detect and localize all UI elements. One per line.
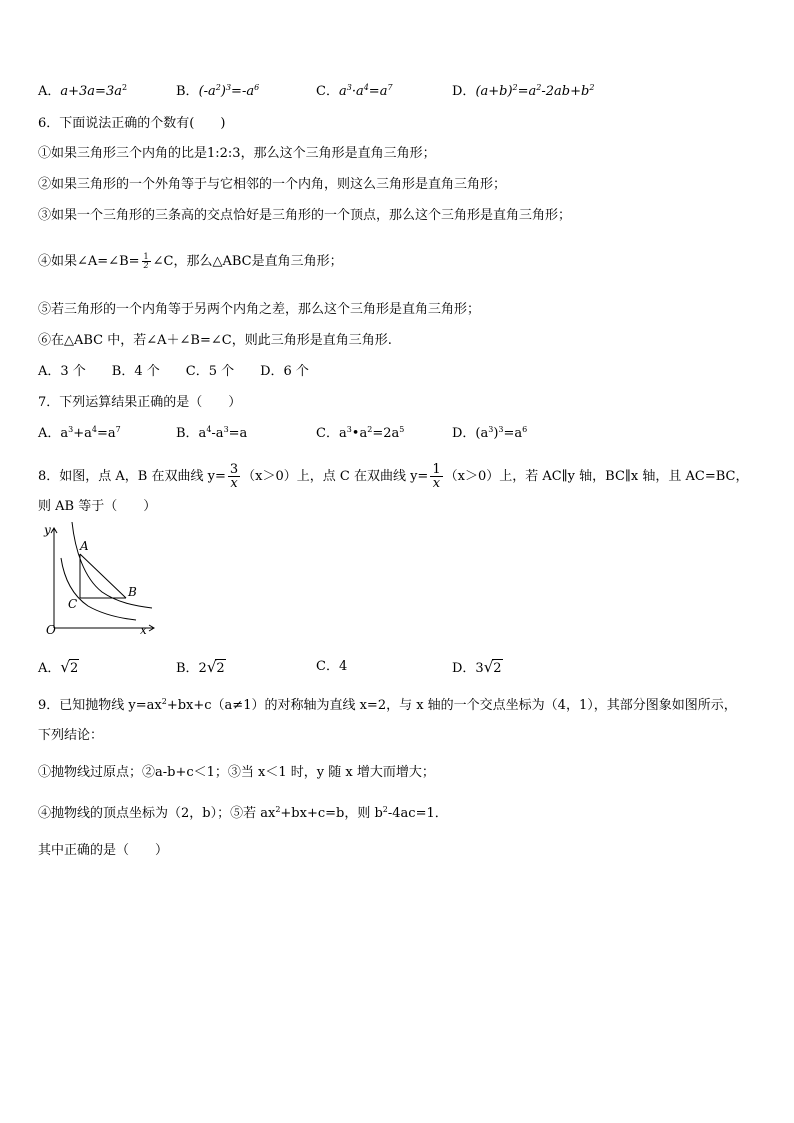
q6-statement-2: ②如果三角形的一个外角等于与它相邻的一个内角，则这么三角形是直角三角形；: [38, 177, 507, 192]
q8-option-b: B．2√2: [176, 658, 225, 676]
fraction-one-half: $\frac{1}{2}$: [143, 252, 149, 270]
q6-statement-6: ⑥在△ABC 中，若∠A＋∠B=∠C，则此三角形是直角三角形.: [38, 333, 392, 348]
q9-question: 其中正确的是（ ）: [38, 843, 169, 858]
q6-statement-1: ①如果三角形三个内角的比是1:2:3，那么这个三角形是直角三角形；: [38, 146, 436, 161]
q5-option-c: C．$a^3\cdot a^4=a^7$: [316, 83, 393, 99]
q9-conclusions-1: ①抛物线过原点；②a-b+c＜1；③当 x＜1 时，y 随 x 增大而增大；: [38, 765, 435, 780]
q8-hyperbola-figure: [36, 520, 161, 642]
q7-stem: 7．下列运算结果正确的是（ ）: [38, 395, 242, 410]
q7-option-c: C．$a^3•a^2=2a^5$: [316, 425, 405, 441]
q6-options: A．3 个 B．4 个 C．5 个 D．6 个: [38, 364, 309, 379]
q8-stem-line-1: 8．如图，点 A，B 在双曲线 y= $\frac{3}{x}$ （x＞0）上，点 C 在双曲线 y= $\frac{1}{x}$ （x＞0）上，若 AC∥y 轴，BC∥x 轴，且 AC=BC，: [38, 462, 749, 491]
q9-stem-line-1: 9．已知抛物线 $y=ax^2+bx+c(a\ne 1)$的对称轴为直线 x=2，与 x 轴的一个交点坐标为（4，1），其部分图象如图所示，: [38, 697, 737, 713]
q8-option-c: C．4: [316, 659, 348, 674]
q5-option-d: D．$(a+b)^2=a^2-2ab+b^2$: [452, 83, 595, 99]
fraction-3-over-x: $\frac{3}{x}$: [229, 462, 239, 491]
label-a: A: [80, 539, 89, 553]
q9-conclusions-2: ④抛物线的顶点坐标为（2，b）；⑤若 $ax^2+bx+c=b$，则 $b^2-4ac=1$．: [38, 805, 448, 821]
segment-ab: [80, 554, 126, 598]
fraction-1-over-x: $\frac{1}{x}$: [432, 462, 441, 491]
q5-option-b: B．$(-a^2)^3=-a^6$: [176, 83, 260, 99]
q9-stem-line-2: 下列结论：: [38, 728, 104, 743]
q6-statement-5: ⑤若三角形的一个内角等于另两个内角之差，那么这个三角形是直角三角形；: [38, 302, 481, 317]
curve-y-3-over-x: [72, 522, 152, 608]
q8-option-a: A．√2: [38, 658, 79, 676]
q7-option-d: D．$(a^3)^3=a^6$: [452, 425, 528, 441]
q7-option-b: B．$a^4-a^3=a$: [176, 425, 248, 441]
q8-option-d: D．3√2: [452, 658, 502, 676]
q6-statement-3: ③如果一个三角形的三条高的交点恰好是三角形的一个顶点，那么这个三角形是直角三角形；: [38, 208, 572, 223]
label-o: O: [46, 623, 56, 637]
q5-option-a: A．$a+3a=3a^2$: [38, 83, 128, 99]
q8-stem-line-2: 则 AB 等于（ ）: [38, 499, 157, 514]
label-b: B: [128, 585, 137, 599]
label-x: x: [140, 623, 147, 637]
label-c: C: [68, 597, 78, 611]
q7-option-a: A．$a^3+a^4=a^7$: [38, 425, 121, 441]
q6-stem: 6．下面说法正确的个数有( ): [38, 116, 226, 131]
q6-statement-4: ④如果∠A=∠B= $\frac{1}{2}$ ∠C，那么△ABC是直角三角形；: [38, 252, 343, 270]
label-y: y: [44, 523, 51, 537]
